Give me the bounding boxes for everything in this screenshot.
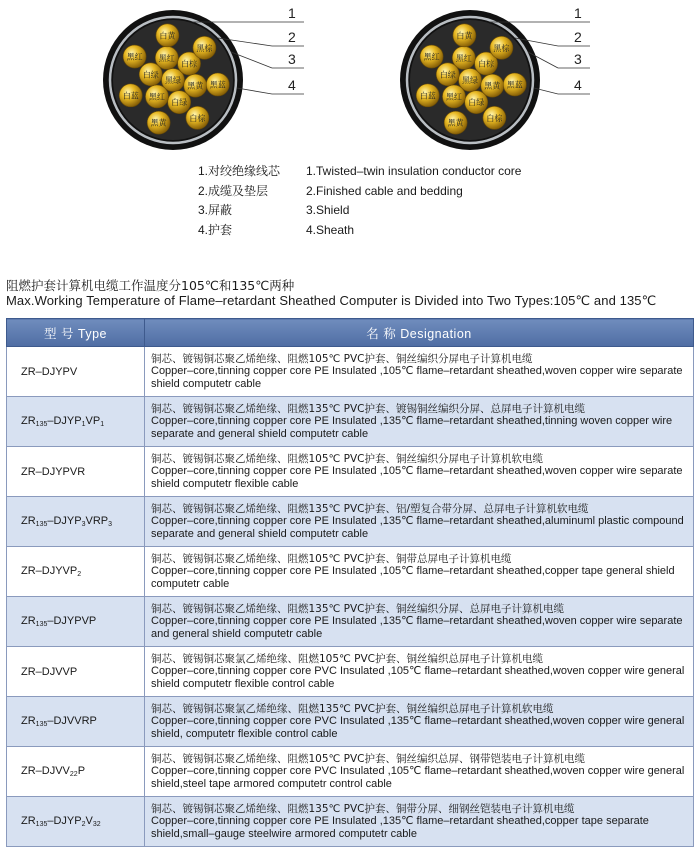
core-color-label: 白黄	[456, 31, 473, 41]
header-type: 型 号 Type	[7, 319, 145, 347]
designation-english: Copper–core,tinning copper core PE Insulated ,105℃ flame–retardant sheathed,woven copper wire separate shield computetr flexible cable	[151, 465, 683, 490]
designation-cell	[145, 697, 694, 747]
callout-leader	[237, 88, 272, 94]
core-color-label: 白绿	[468, 98, 485, 108]
table-row	[7, 797, 694, 847]
core-color-label: 黑黄	[187, 81, 204, 91]
designation-chinese: 铜芯、镀锡铜芯聚乙烯绝缘、阻燃135℃ PVC护套、铜丝编织分屏、总屏电子计算机电缆	[151, 602, 565, 615]
callout-number: 1	[288, 5, 296, 21]
legend-en: 3.Shield	[306, 203, 350, 217]
type-cell: $ZR-DJVV_{22}P$	[7, 747, 145, 797]
legend-row	[198, 201, 658, 221]
type-cell: ZR135–DJVVRP	[7, 697, 145, 747]
type-cell: $ZR135-DJYP_2V_{32}$	[7, 797, 145, 847]
designation-english: Copper–core,tinning copper core PVC Insulated ,105℃ flame–retardant sheathed,woven copper wire general shield,steel tape armored computetr control cable	[151, 765, 685, 790]
type-cell: $ZR135-DJYP_1VP_1$	[7, 397, 145, 447]
callout-number: 2	[288, 29, 296, 45]
designation-english: Copper–core,tinning copper core PE Insulated ,105℃ flame–retardant sheathed,woven copper wire separate shield computetr cable	[151, 365, 683, 390]
designation-english: Copper–core,tinning copper core PVC Insulated ,105℃ flame–retardant sheathed,woven copper wire general shield computetr flexible control cable	[151, 665, 685, 690]
table-row	[7, 497, 694, 547]
designation-chinese: 铜芯、镀锡铜芯聚乙烯绝缘、阻燃135℃ PVC护套、铜带分屏、细钢丝铠装电子计算机电缆	[151, 802, 575, 815]
designation-english: Copper–core,tinning copper core PVC Insulated ,135℃ flame–retardant sheathed,woven copper wire general shield, computetr flexible control cable	[151, 715, 685, 740]
core-color-label: 黑黄	[484, 81, 501, 91]
core-color-label: 白绿	[171, 98, 188, 108]
cable-diagrams	[0, 0, 700, 160]
core-color-label: 白绿	[439, 70, 456, 80]
callout-number: 4	[288, 77, 296, 93]
type-cell: $ZR-DJYVP_2$	[7, 547, 145, 597]
designation-english: Copper–core,tinning copper core PE Insulated ,135℃ flame–retardant sheathed,copper tape separate shield,small–gauge steelwire armored computetr cable	[151, 815, 649, 840]
callout-number: 3	[574, 51, 582, 67]
table-row	[7, 347, 694, 397]
core-color-label: 黑棕	[196, 43, 213, 53]
core-color-label: 黑棕	[493, 43, 510, 53]
core-color-label: 黑黄	[447, 118, 464, 128]
designation-cell	[145, 447, 694, 497]
legend-row	[198, 162, 658, 182]
designation-cell	[145, 597, 694, 647]
core-color-label: 白棕	[486, 113, 503, 123]
table-row	[7, 447, 694, 497]
legend-row	[198, 182, 658, 202]
designation-english: Copper–core,tinning copper core PE Insulated ,135℃ flame–retardant sheathed,aluminuml plastic compound separate and general shield computetr cable	[151, 515, 684, 540]
table-header-row	[7, 319, 694, 347]
table-row	[7, 747, 694, 797]
designation-cell	[145, 497, 694, 547]
core-color-label: 黑红	[423, 52, 440, 62]
core-color-label: 黑红	[455, 53, 472, 63]
table-row	[7, 397, 694, 447]
designation-chinese: 铜芯、镀锡铜芯聚乙烯绝缘、阻燃135℃ PVC护套、镀锡铜丝编织分屏、总屏电子计算机电缆	[151, 402, 586, 415]
callout-number: 2	[574, 29, 582, 45]
core-color-label: 白棕	[189, 113, 206, 123]
callout-number: 1	[574, 5, 582, 21]
type-cell: ZR–DJYPV	[7, 347, 145, 397]
designation-chinese: 铜芯、镀锡铜芯聚乙烯绝缘、阻燃105℃ PVC护套、铜丝编织分屏电子计算机软电缆	[151, 452, 544, 465]
legend-cn: 2.成缆及垫层	[198, 183, 269, 198]
core-color-label: 黑绿	[462, 76, 478, 85]
core-color-label: 白黄	[159, 31, 176, 41]
designation-cell	[145, 397, 694, 447]
core-color-label: 黑绿	[165, 76, 181, 85]
designation-cell	[145, 797, 694, 847]
legend-cn: 3.屏蔽	[198, 203, 233, 217]
core-color-label: 白绿	[142, 70, 159, 80]
type-cell: ZR135–DJYPVP	[7, 597, 145, 647]
core-color-label: 黑红	[445, 92, 462, 102]
core-color-label: 白蓝	[122, 91, 139, 101]
table-row	[7, 597, 694, 647]
designation-chinese: 铜芯、镀锡铜芯聚乙烯绝缘、阻燃105℃ PVC护套、铜丝编织分屏电子计算机电缆	[151, 352, 533, 365]
type-cell: ZR–DJVVP	[7, 647, 145, 697]
legend	[198, 162, 658, 240]
header-designation: 名 称 Designation	[145, 319, 694, 347]
cable-left	[103, 5, 304, 150]
legend-row	[198, 221, 658, 241]
designation-chinese: 铜芯、镀锡铜芯聚氯乙烯绝缘、阻燃105℃ PVC护套、铜丝编织总屏电子计算机电缆	[151, 652, 544, 665]
core-color-label: 黑红	[148, 92, 165, 102]
core-color-label: 黑红	[126, 52, 143, 62]
spec-table	[6, 318, 694, 847]
heading-chinese: 阻燃护套计算机电缆工作温度分105℃和135℃两种	[6, 278, 295, 293]
designation-english: Copper–core,tinning copper core PE Insulated ,135℃ flame–retardant sheathed,tinning woven copper wire separate and general shield computetr cable	[151, 415, 673, 440]
core-color-label: 黑黄	[150, 118, 167, 128]
core-color-label: 黑蓝	[506, 80, 523, 90]
core-color-label: 黑红	[158, 53, 175, 63]
designation-chinese: 铜芯、镀锡铜芯聚乙烯绝缘、阻燃105℃ PVC护套、铜带总屏电子计算机电缆	[151, 552, 512, 565]
legend-cn: 1.对绞绝缘线芯	[198, 164, 281, 178]
designation-cell	[145, 347, 694, 397]
legend-en: 4.Sheath	[306, 222, 355, 237]
legend-en: 2.Finished cable and bedding	[306, 183, 463, 198]
designation-english: Copper–core,tinning copper core PE Insulated ,105℃ flame–retardant sheathed,copper tape general shield computetr cable	[151, 565, 675, 590]
legend-en: 1.Twisted–twin insulation conductor core	[306, 164, 522, 178]
table-row	[7, 647, 694, 697]
table-row	[7, 547, 694, 597]
type-cell: ZR–DJYPVR	[7, 447, 145, 497]
table-body	[7, 347, 694, 847]
designation-cell	[145, 547, 694, 597]
legend-cn: 4.护套	[198, 222, 233, 237]
cable-right	[400, 5, 590, 150]
designation-english: Copper–core,tinning copper core PE Insulated ,135℃ flame–retardant sheathed,woven copper wire separate and general shield computetr cable	[151, 615, 683, 640]
designation-cell	[145, 747, 694, 797]
type-cell: $ZR135-DJYP_3VRP_3$	[7, 497, 145, 547]
designation-chinese: 铜芯、镀锡铜芯聚乙烯绝缘、阻燃105℃ PVC护套、铜丝编织总屏、钢带铠装电子计算机电缆	[151, 752, 586, 765]
designation-chinese: 铜芯、镀锡铜芯聚乙烯绝缘、阻燃135℃ PVC护套、铝/塑复合带分屏、总屏电子计算机软电缆	[151, 502, 589, 515]
table-row	[7, 697, 694, 747]
heading-english: Max.Working Temperature of Flame–retardant Sheathed Computer is Divided into Two Types:105℃ and 135℃	[6, 293, 657, 308]
core-color-label: 白棕	[478, 59, 495, 69]
core-color-label: 白蓝	[419, 91, 436, 101]
callout-number: 4	[574, 77, 582, 93]
core-color-label: 黑蓝	[209, 80, 226, 90]
designation-cell	[145, 647, 694, 697]
callout-number: 3	[288, 51, 296, 67]
core-color-label: 白棕	[181, 59, 198, 69]
cable-cross-section-svg	[0, 0, 700, 160]
designation-chinese: 铜芯、镀锡铜芯聚氯乙烯绝缘、阻燃135℃ PVC护套、铜丝编织总屏电子计算机软电缆	[151, 702, 554, 715]
